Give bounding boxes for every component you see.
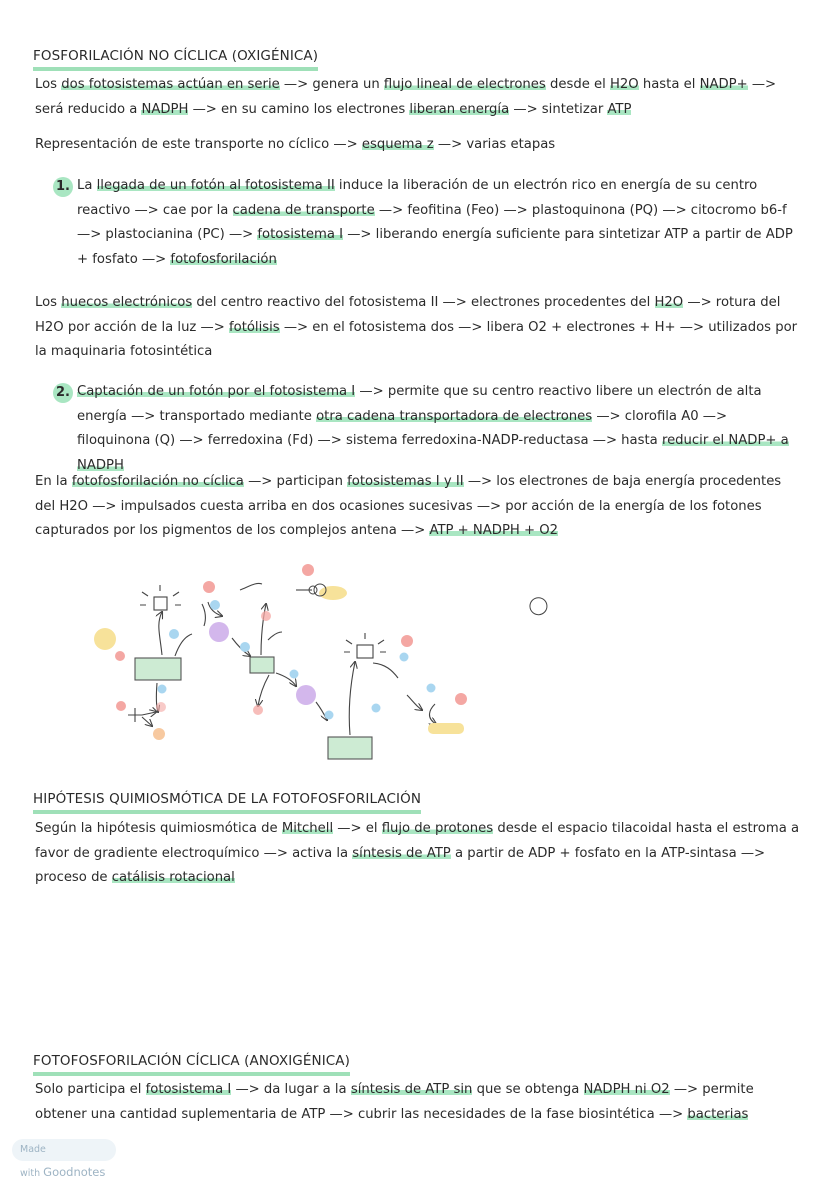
legend-item [523,597,548,624]
highlighted-text: fotosistema I [257,227,344,242]
text-run: hasta el [638,77,700,92]
step-3b-circle [401,635,413,647]
receiver-square [154,597,167,610]
pq-circle [209,622,229,642]
highlighted-text: llegada de un fotón al fotosistema II [96,178,335,193]
z-scheme-diagram [80,560,500,775]
receiver-square [357,645,373,658]
text-run: En la [35,474,72,489]
highlighted-text: ATP + NADPH + O2 [429,523,559,538]
electron-circle [290,670,299,679]
proton-circle [253,705,263,715]
proton-circle [156,702,166,712]
goodnotes-brand: Goodnotes [43,1165,106,1179]
proton-circle [261,611,271,621]
ps1-box [328,737,372,759]
nadph-blob [428,723,464,734]
paragraph [35,133,805,158]
highlighted-text: fotosistema I [145,1082,232,1097]
text-run: —> sintetizar [509,101,608,117]
paragraph [35,291,805,365]
highlighted-text: catálisis rotacional [111,870,235,885]
highlighted-text: flujo de protones [381,821,494,836]
highlighted-text: liberan energía [409,101,510,117]
diagram-legend [523,597,548,624]
text-run: —> varias etapas [433,137,556,152]
highlighted-text: ATP [607,101,632,117]
text-run: del centro reactivo del fotosistema II —> electrones procedentes del [192,295,655,310]
light-circle [94,628,116,650]
section-title-fotofosforilacion-ciclica: FOTOFOSFORILACIÓN CÍCLICA (ANOXIGÉNICA) [33,1052,350,1076]
step-4-circle [116,701,126,711]
atp-blob [319,586,347,600]
paragraph [35,817,805,891]
text-run: Los [35,77,62,92]
highlighted-text: dos fotosistemas actúan en serie [61,77,280,92]
highlighted-text: huecos electrónicos [61,295,193,310]
ps2-box [135,658,181,680]
text-run: —> feofitina (Feo) —> plastoquinona (PQ) —> citocromo b6-f —> plastocianina (PC) —> [77,202,787,242]
text-run: desde el espacio tilacoidal hasta el estroma a favor de gradiente electroquímico —> activa la [35,821,800,861]
text-run: Los [35,295,62,310]
highlighted-text: síntesis de ATP [352,845,451,861]
text-run: induce la liberación de un electrón rico en energía de su centro reactivo —> cae por la [77,178,758,218]
text-run: Según la hipótesis quimiosmótica de [35,821,282,836]
highlighted-text: fotólisis [228,319,280,335]
electron-circle [169,629,179,639]
text-run: Representación de este transporte no cíclico —> [35,137,362,152]
section-title-hipotesis-quimiosmotica: HIPÓTESIS QUIMIOSMÓTICA DE LA FOTOFOSFORILACIÓN [33,790,421,814]
paragraph [35,73,805,122]
list-item [77,380,797,478]
text-run: —> da lugar a la [231,1082,351,1097]
text-run: —> genera un [279,77,384,92]
text-run: —> el [333,821,382,836]
text-run: desde el [545,77,610,92]
text-run: —> en el fotosistema dos —> libera O2 + electrones + H+ —> utilizados por la maquinaria fotosintética [35,319,798,359]
highlighted-text: bacterias [687,1106,749,1122]
electron-circle [400,653,409,662]
text-run: —> liberando energía suficiente para sintetizar ATP a partir de ADP + fosfato —> [77,227,793,267]
cit-box [250,657,274,673]
text-run: —> permite obtener una cantidad suplementaria de ATP —> cubrir las necesidades de la fase biosintética —> [35,1082,754,1122]
text-run: —> será reducido a [35,77,777,117]
electron-circle [240,642,250,652]
list-number: 2. [53,383,73,403]
highlighted-text: Mitchell [281,821,334,836]
step-4b-circle [455,693,467,705]
paragraph [35,470,805,544]
highlighted-text: otra cadena transportadora de electrones [316,408,593,424]
electron-symbol [529,597,548,616]
highlighted-text: NADPH [141,101,189,117]
highlighted-text: fotofosforilación no cíclica [71,474,244,489]
highlighted-text: cadena de transporte [232,202,375,218]
paragraph [35,1078,805,1127]
highlighted-text: reducir el NADP+ a NADPH [77,433,789,473]
goodnotes-badge [12,1139,116,1179]
highlighted-text: fotosistemas I y II [347,474,464,489]
electron-circle [427,684,436,693]
text-run: —> permite que su centro reactivo libere un electrón de alta energía —> transportado mediante [77,384,762,424]
step-5-circle [302,564,314,576]
text-run: —> clorofila A0 —> filoquinona (Q) —> ferredoxina (Fd) —> sistema ferredoxina-NADP-reductasa —> hasta [77,408,728,448]
highlighted-text: síntesis de ATP sin [350,1082,473,1097]
made-with-label: Made with [20,1144,46,1179]
highlighted-text: NADP+ [699,77,748,92]
text-run: La [77,178,97,193]
electron-circle [325,711,334,720]
text-run: Solo participa el [35,1082,146,1097]
text-run: a partir de ADP + fosfato en la ATP-sintasa —> proceso de [35,845,766,885]
highlighted-text: H2O [654,295,684,310]
highlighted-text: Captación de un fotón por el fotosistema I [77,384,356,399]
section-title-fosforilacion-no-ciclica: FOSFORILACIÓN NO CÍCLICA (OXIGÉNICA) [33,47,318,71]
text-run: —> los electrones de baja energía procedentes del H2O —> impulsados cuesta arriba en dos ocasiones sucesivas —> por acción de la energía de los fotones capturados por los pigmentos de los complejos antena —> [35,474,782,538]
highlighted-text: H2O [609,77,639,92]
electron-circle [210,600,220,610]
highlighted-text: flujo lineal de electrones [383,77,546,92]
list-number: 1. [53,177,73,197]
electron-circle [158,685,167,694]
text-run: —> en su camino los electrones [188,101,410,117]
highlighted-text: fotofosforilación [170,251,277,267]
highlighted-text: esquema z [361,137,434,152]
list-item [77,174,797,272]
o2-circle [153,728,165,740]
highlighted-text: NADPH ni O2 [583,1082,670,1097]
step-3-circle [203,581,215,593]
step-2-circle [115,651,125,661]
text-run: que se obtenga [472,1082,584,1097]
text-run: —> rotura del H2O por acción de la luz —> [35,295,781,335]
text-run: —> participan [243,474,348,489]
electron-circle [372,704,381,713]
pc-circle [296,685,316,705]
